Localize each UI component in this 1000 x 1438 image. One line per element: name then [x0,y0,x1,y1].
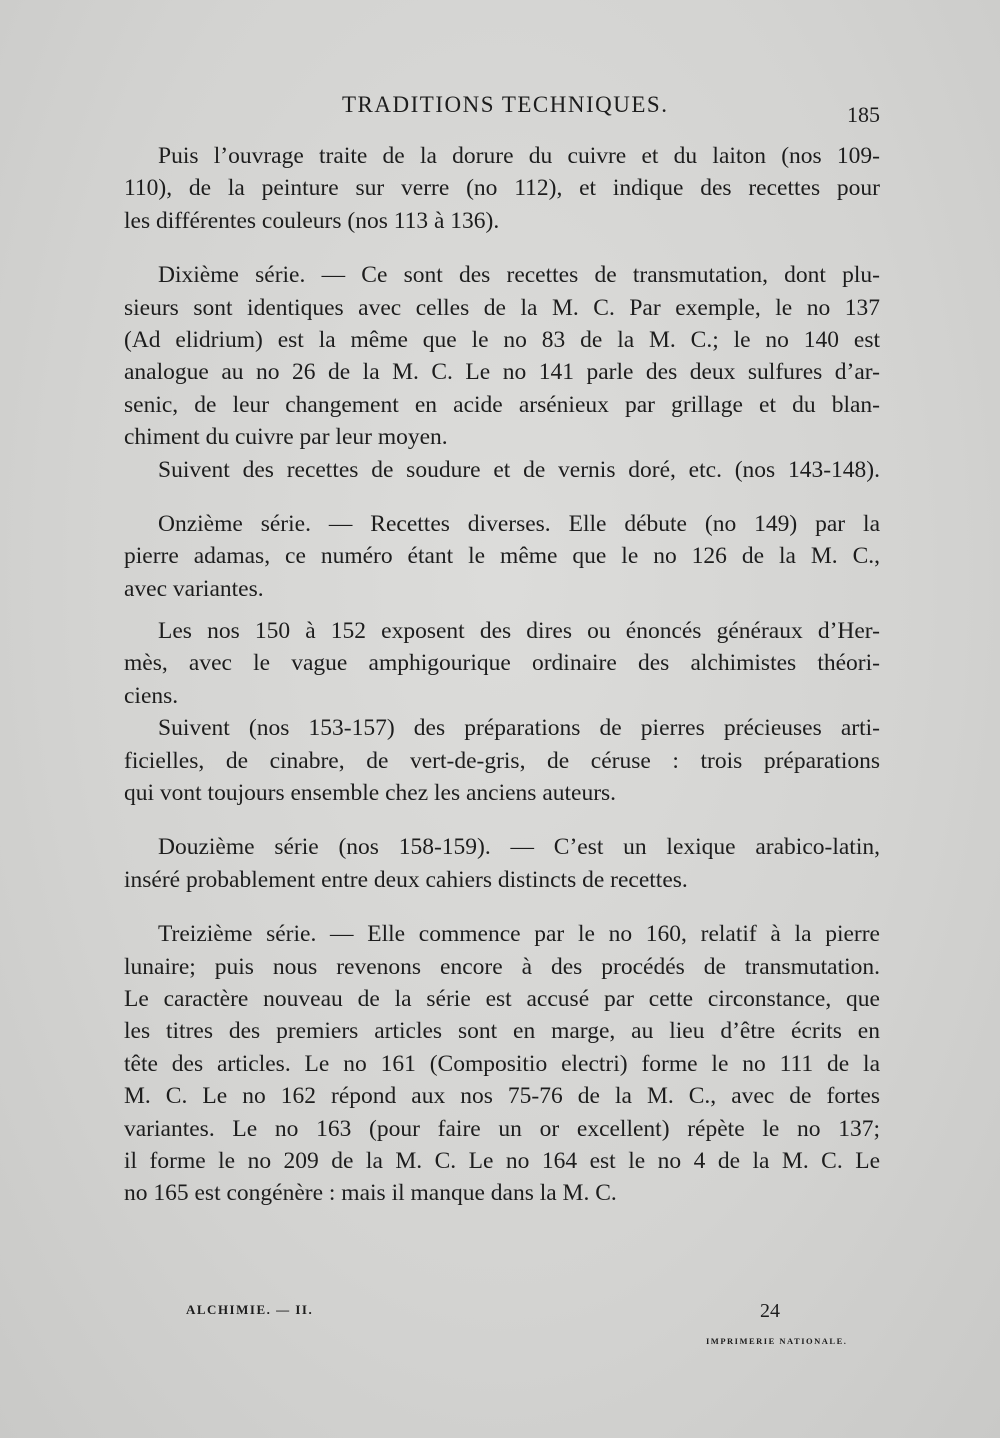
text-line: ficielles, de cinabre, de vert-de-gris, de céruse : trois préparations [124,747,880,774]
running-head [120,92,900,132]
text-line: 110), de la peinture sur verre (no 112), et indique des recettes pour [124,175,880,202]
text-line: senic, de leur changement en acide arsénieux par grillage et du blan- [124,391,880,418]
text-line: M. C. Le no 162 répond aux nos 75-76 de la M. C., avec de fortes [124,1083,880,1110]
text-line: mès, avec le vague amphigourique ordinaire des alchimistes théori- [124,650,880,677]
text-line: Le caractère nouveau de la série est accusé par cette circonstance, que [124,985,880,1012]
text-line: (Ad elidrium) est la même que le no 83 de la M. C.; le no 140 est [124,326,880,353]
text-line: Douzième série (nos 158-159). — C’est un lexique arabico-latin, [158,834,880,861]
text-line: inséré probablement entre deux cahiers distincts de recettes. [124,866,688,893]
text-line: pierre adamas, ce numéro étant le même que le no 126 de la M. C., [124,543,880,570]
text-line: les titres des premiers articles sont en marge, au lieu d’être écrits en [124,1018,880,1045]
sheet-number: 24 [760,1300,780,1322]
signature-mark: ALCHIMIE. — II. [186,1302,314,1317]
text-line: il forme le no 209 de la M. C. Le no 164 est le no 4 de la M. C. Le [124,1147,880,1174]
text-line: Treizième série. — Elle commence par le no 160, relatif à la pierre [158,921,880,948]
running-title: TRADITIONS TECHNIQUES. [342,92,669,117]
text-line: Onzième série. — Recettes diverses. Elle débute (no 149) par la [158,510,880,537]
text-line: tête des articles. Le no 161 (Compositio electri) forme le no 111 de la [124,1050,880,1077]
text-line: analogue au no 26 de la M. C. Le no 141 parle des deux sulfures d’ar- [124,359,880,386]
text-line: ciens. [124,682,179,709]
body-text [124,140,880,1210]
text-line: Dixième série. — Ce sont des recettes de transmutation, dont plu- [158,262,880,289]
text-line: avec variantes. [124,575,264,602]
page-number: 185 [847,102,880,127]
printer-imprint: IMPRIMERIE NATIONALE. [706,1336,848,1346]
text-line: qui vont toujours ensemble chez les anciens auteurs. [124,780,617,807]
text-line: no 165 est congénère : mais il manque dans la M. C. [124,1180,617,1207]
text-line: chiment du cuivre par leur moyen. [124,424,448,451]
text-line: lunaire; puis nous revenons encore à des procédés de transmutation. [124,953,880,980]
text-line: sieurs sont identiques avec celles de la M. C. Par exemple, le no 137 [124,294,880,321]
text-line: les différentes couleurs (nos 113 à 136). [124,207,500,234]
text-line: Les nos 150 à 152 exposent des dires ou énoncés généraux d’Her- [158,618,880,645]
text-line: Puis l’ouvrage traite de la dorure du cuivre et du laiton (nos 109- [158,143,880,169]
text-line: variantes. Le no 163 (pour faire un or excellent) répète le no 137; [124,1115,880,1142]
page-footer [186,1300,866,1360]
text-line: Suivent (nos 153-157) des préparations de pierres précieuses arti- [158,715,880,742]
text-line: Suivent des recettes de soudure et de vernis doré, etc. (nos 143-148). [158,456,880,483]
